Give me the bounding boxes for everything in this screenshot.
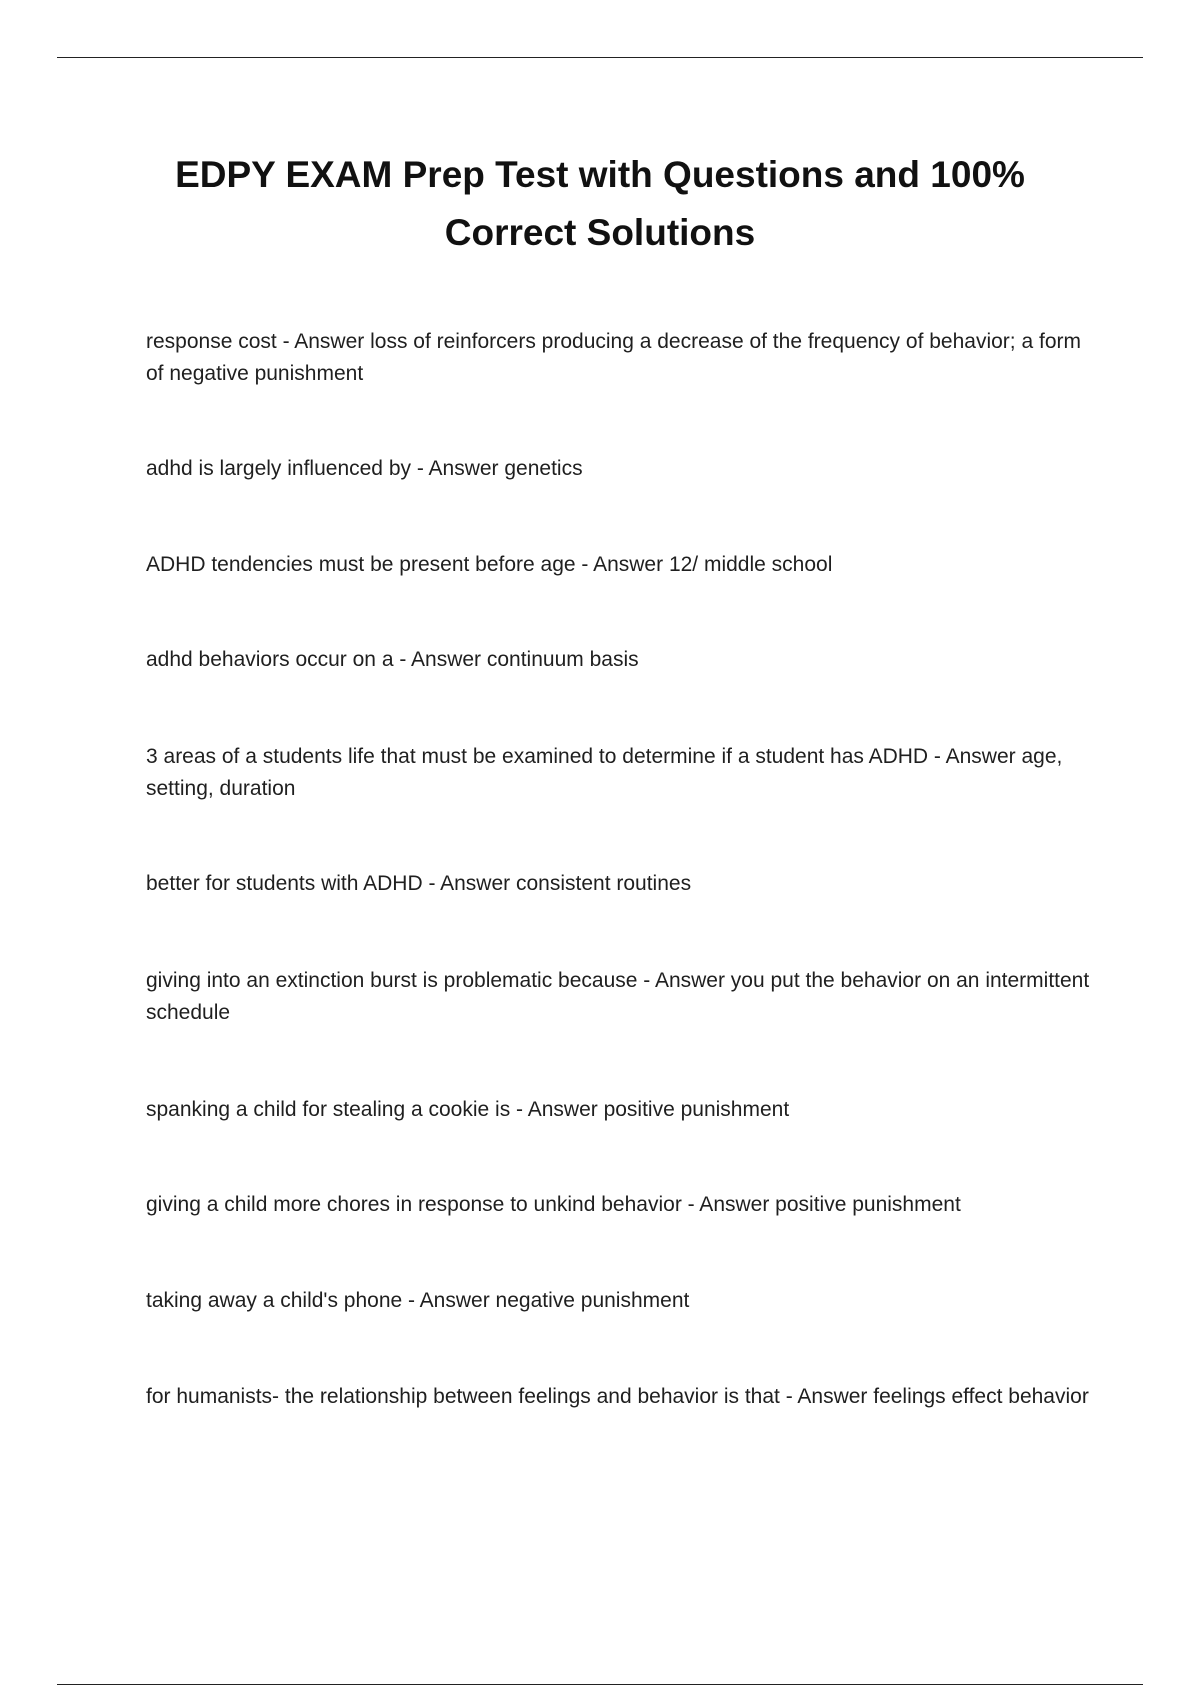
qa-item-consistent-routines: better for students with ADHD - Answer consistent routines xyxy=(146,872,692,895)
qa-item-adhd-three-areas: 3 areas of a students life that must be examined to determine if a student has ADHD - Answer age, setting, duration xyxy=(146,745,1063,800)
title-line-2: Correct Solutions xyxy=(444,212,756,253)
qa-item-adhd-age: ADHD tendencies must be present before age - Answer 12/ middle school xyxy=(146,553,833,576)
qa-item-extinction-burst: giving into an extinction burst is problematic because - Answer you put the behavior on an intermittent schedule xyxy=(146,969,1090,1024)
top-rule xyxy=(57,57,1143,58)
title-line-1: EDPY EXAM Prep Test with Questions and 100% xyxy=(175,154,1025,195)
qa-item-adhd-continuum: adhd behaviors occur on a - Answer continuum basis xyxy=(146,648,639,671)
qa-item-spanking: spanking a child for stealing a cookie is - Answer positive punishment xyxy=(146,1098,790,1121)
qa-item-response-cost: response cost - Answer loss of reinforcers producing a decrease of the frequency of behavior; a form of negative punishment xyxy=(146,330,1081,385)
qa-item-phone: taking away a child's phone - Answer negative punishment xyxy=(146,1289,690,1312)
qa-item-humanists: for humanists- the relationship between feelings and behavior is that - Answer feelings effect behavior xyxy=(146,1385,1089,1408)
bottom-rule xyxy=(57,1684,1143,1685)
qa-item-adhd-influence: adhd is largely influenced by - Answer genetics xyxy=(146,457,583,480)
qa-item-more-chores: giving a child more chores in response to unkind behavior - Answer positive punishment xyxy=(146,1193,961,1216)
page-title xyxy=(100,146,1100,262)
